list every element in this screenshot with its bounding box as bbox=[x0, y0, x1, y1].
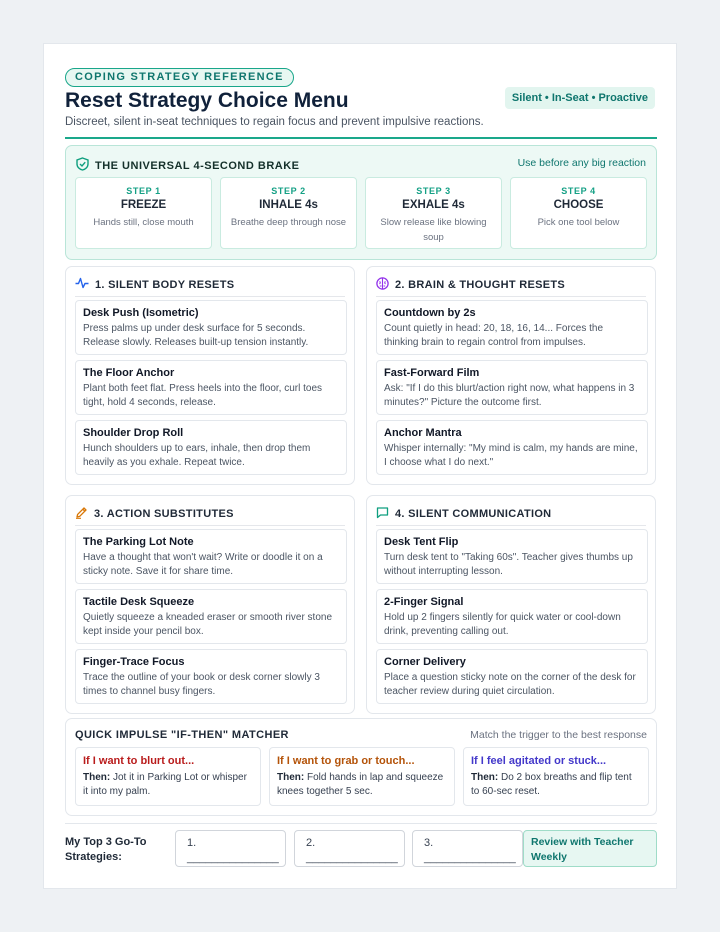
then-response bbox=[471, 771, 641, 799]
strategy-card bbox=[376, 529, 648, 584]
strategy-card bbox=[75, 300, 347, 355]
strategy-description: Hunch shoulders up to ears, inhale, then drop them heavily as you exhale. Repeat twice. bbox=[83, 443, 311, 468]
page-subtitle: Discreet, silent in-seat techniques to regain focus and prevent impulsive reactions. bbox=[65, 116, 484, 128]
then-label: Then: bbox=[83, 772, 111, 783]
step-description: Hands still, close mouth bbox=[93, 217, 194, 228]
strategy-title: The Parking Lot Note bbox=[83, 536, 194, 548]
strategy-card bbox=[376, 360, 648, 415]
strategy-card bbox=[75, 589, 347, 644]
strategy-slot-3[interactable]: 3. _______________ bbox=[412, 830, 523, 867]
strategy-description: Press palms up under desk surface for 5 seconds. Release slowly. Releases built-up tension instantly. bbox=[83, 323, 309, 348]
shield-check-icon bbox=[76, 157, 89, 174]
step-number: STEP 1 bbox=[126, 186, 161, 196]
strategy-title: Finger-Trace Focus bbox=[83, 656, 185, 668]
if-then-matcher bbox=[65, 718, 657, 816]
strategy-description: Quietly squeeze a kneaded eraser or smooth river stone kept inside your pencil box. bbox=[83, 612, 333, 637]
strategy-title: Countdown by 2s bbox=[384, 307, 476, 319]
if-trigger: If I feel agitated or stuck... bbox=[471, 755, 607, 767]
step-number: STEP 4 bbox=[561, 186, 596, 196]
then-label: Then: bbox=[471, 772, 499, 783]
step-number: STEP 3 bbox=[416, 186, 451, 196]
pencil-icon bbox=[75, 506, 88, 522]
if-trigger: If I want to grab or touch... bbox=[277, 755, 415, 767]
step-name: FREEZE bbox=[120, 199, 167, 211]
section-heading bbox=[376, 504, 646, 526]
strategy-card bbox=[376, 420, 648, 475]
strategy-description: Plant both feet flat. Press heels into the floor, curl toes tight, hold 4 seconds, release. bbox=[83, 383, 323, 408]
reference-sheet bbox=[43, 43, 677, 889]
brake-step bbox=[510, 177, 647, 249]
step-description: Slow release like blowing soup bbox=[380, 217, 487, 243]
step-description: Pick one tool below bbox=[537, 217, 620, 228]
chat-icon bbox=[376, 506, 389, 522]
strategy-title: 2-Finger Signal bbox=[384, 596, 464, 608]
then-label: Then: bbox=[277, 772, 305, 783]
mode-badge: Silent • In-Seat • Proactive bbox=[505, 87, 655, 109]
strategy-description: Place a question sticky note on the corner of the desk for teacher review during quiet circulation. bbox=[384, 672, 636, 697]
section-heading bbox=[75, 504, 345, 526]
strategy-title: Corner Delivery bbox=[384, 656, 466, 668]
brake-note: Use before any big reaction bbox=[517, 157, 646, 169]
section-heading bbox=[75, 275, 345, 297]
top-strategies-label: My Top 3 Go-To Strategies: bbox=[65, 836, 147, 863]
page-title: Reset Strategy Choice Menu bbox=[65, 89, 349, 112]
strategy-title: Tactile Desk Squeeze bbox=[83, 596, 195, 608]
strategy-slot-1[interactable]: 1. _______________ bbox=[175, 830, 286, 867]
strategy-description: Have a thought that won't wait? Write or doodle it on a sticky note. Save it for share time. bbox=[83, 552, 323, 577]
then-text: Jot it in Parking Lot or whisper it into my palm. bbox=[83, 772, 247, 797]
strategy-card bbox=[75, 420, 347, 475]
matcher-title: QUICK IMPULSE "IF-THEN" MATCHER bbox=[75, 729, 289, 741]
section-title: 4. SILENT COMMUNICATION bbox=[395, 507, 552, 520]
if-trigger: If I want to blurt out... bbox=[83, 755, 195, 767]
section-title: 3. ACTION SUBSTITUTES bbox=[94, 507, 234, 520]
strategy-card bbox=[75, 360, 347, 415]
then-text: Do 2 box breaths and flip tent to 60-sec reset. bbox=[471, 772, 632, 797]
if-then-card bbox=[75, 747, 261, 806]
brake-panel bbox=[65, 145, 657, 260]
strategy-description: Whisper internally: "My mind is calm, my hands are mine, I choose what I do next." bbox=[384, 443, 638, 468]
section-action-substitutes bbox=[65, 495, 355, 714]
strategy-description: Turn desk tent to "Taking 60s". Teacher gives thumbs up without interrupting lesson. bbox=[384, 552, 633, 577]
strategy-title: Desk Tent Flip bbox=[384, 536, 459, 548]
section-heading bbox=[376, 275, 646, 297]
if-then-list bbox=[75, 747, 649, 806]
strategy-description: Ask: "If I do this blurt/action right now, what happens in 3 minutes?" Picture the outcome first. bbox=[384, 383, 635, 408]
strategy-card bbox=[376, 300, 648, 355]
section-body-resets bbox=[65, 266, 355, 485]
strategy-title: Fast-Forward Film bbox=[384, 367, 480, 379]
strategy-title: Desk Push (Isometric) bbox=[83, 307, 199, 319]
strategy-card bbox=[376, 649, 648, 704]
strategy-title: Anchor Mantra bbox=[384, 427, 462, 439]
then-response bbox=[83, 771, 253, 799]
review-note: Review with Teacher Weekly bbox=[523, 830, 657, 867]
strategy-title: The Floor Anchor bbox=[83, 367, 175, 379]
brake-steps bbox=[75, 177, 647, 249]
section-title: 1. SILENT BODY RESETS bbox=[95, 278, 235, 291]
pulse-icon bbox=[75, 277, 89, 292]
strategy-description: Trace the outline of your book or desk corner slowly 3 times to channel busy fingers. bbox=[83, 672, 320, 697]
matcher-note: Match the trigger to the best response bbox=[470, 729, 647, 741]
brain-icon bbox=[376, 277, 389, 293]
strategy-card bbox=[376, 589, 648, 644]
step-name: INHALE 4s bbox=[259, 199, 318, 211]
step-name: EXHALE 4s bbox=[402, 199, 465, 211]
then-text: Fold hands in lap and squeeze knees together 5 sec. bbox=[277, 772, 444, 797]
brake-step bbox=[220, 177, 357, 249]
category-tag: COPING STRATEGY REFERENCE bbox=[65, 68, 294, 87]
brake-title: THE UNIVERSAL 4-SECOND BRAKE bbox=[95, 159, 300, 172]
strategy-description: Count quietly in head: 20, 18, 16, 14... Forces the thinking brain to regain control from impulses. bbox=[384, 323, 604, 348]
step-number: STEP 2 bbox=[271, 186, 306, 196]
strategy-card bbox=[75, 649, 347, 704]
brake-heading bbox=[76, 157, 300, 174]
step-name: CHOOSE bbox=[553, 199, 604, 211]
section-title: 2. BRAIN & THOUGHT RESETS bbox=[395, 278, 566, 291]
strategy-title: Shoulder Drop Roll bbox=[83, 427, 184, 439]
step-description: Breathe deep through nose bbox=[230, 217, 347, 228]
if-then-card bbox=[269, 747, 455, 806]
strategy-description: Hold up 2 fingers silently for quick water or cool-down drink, preventing calling out. bbox=[384, 612, 621, 637]
section-silent-communication bbox=[366, 495, 656, 714]
brake-step bbox=[365, 177, 502, 249]
strategy-slot-2[interactable]: 2. _______________ bbox=[294, 830, 405, 867]
strategy-card bbox=[75, 529, 347, 584]
brake-step bbox=[75, 177, 212, 249]
header-divider bbox=[65, 137, 657, 139]
then-response bbox=[277, 771, 447, 799]
if-then-card bbox=[463, 747, 649, 806]
footer-divider bbox=[65, 823, 657, 824]
section-brain-resets bbox=[366, 266, 656, 485]
